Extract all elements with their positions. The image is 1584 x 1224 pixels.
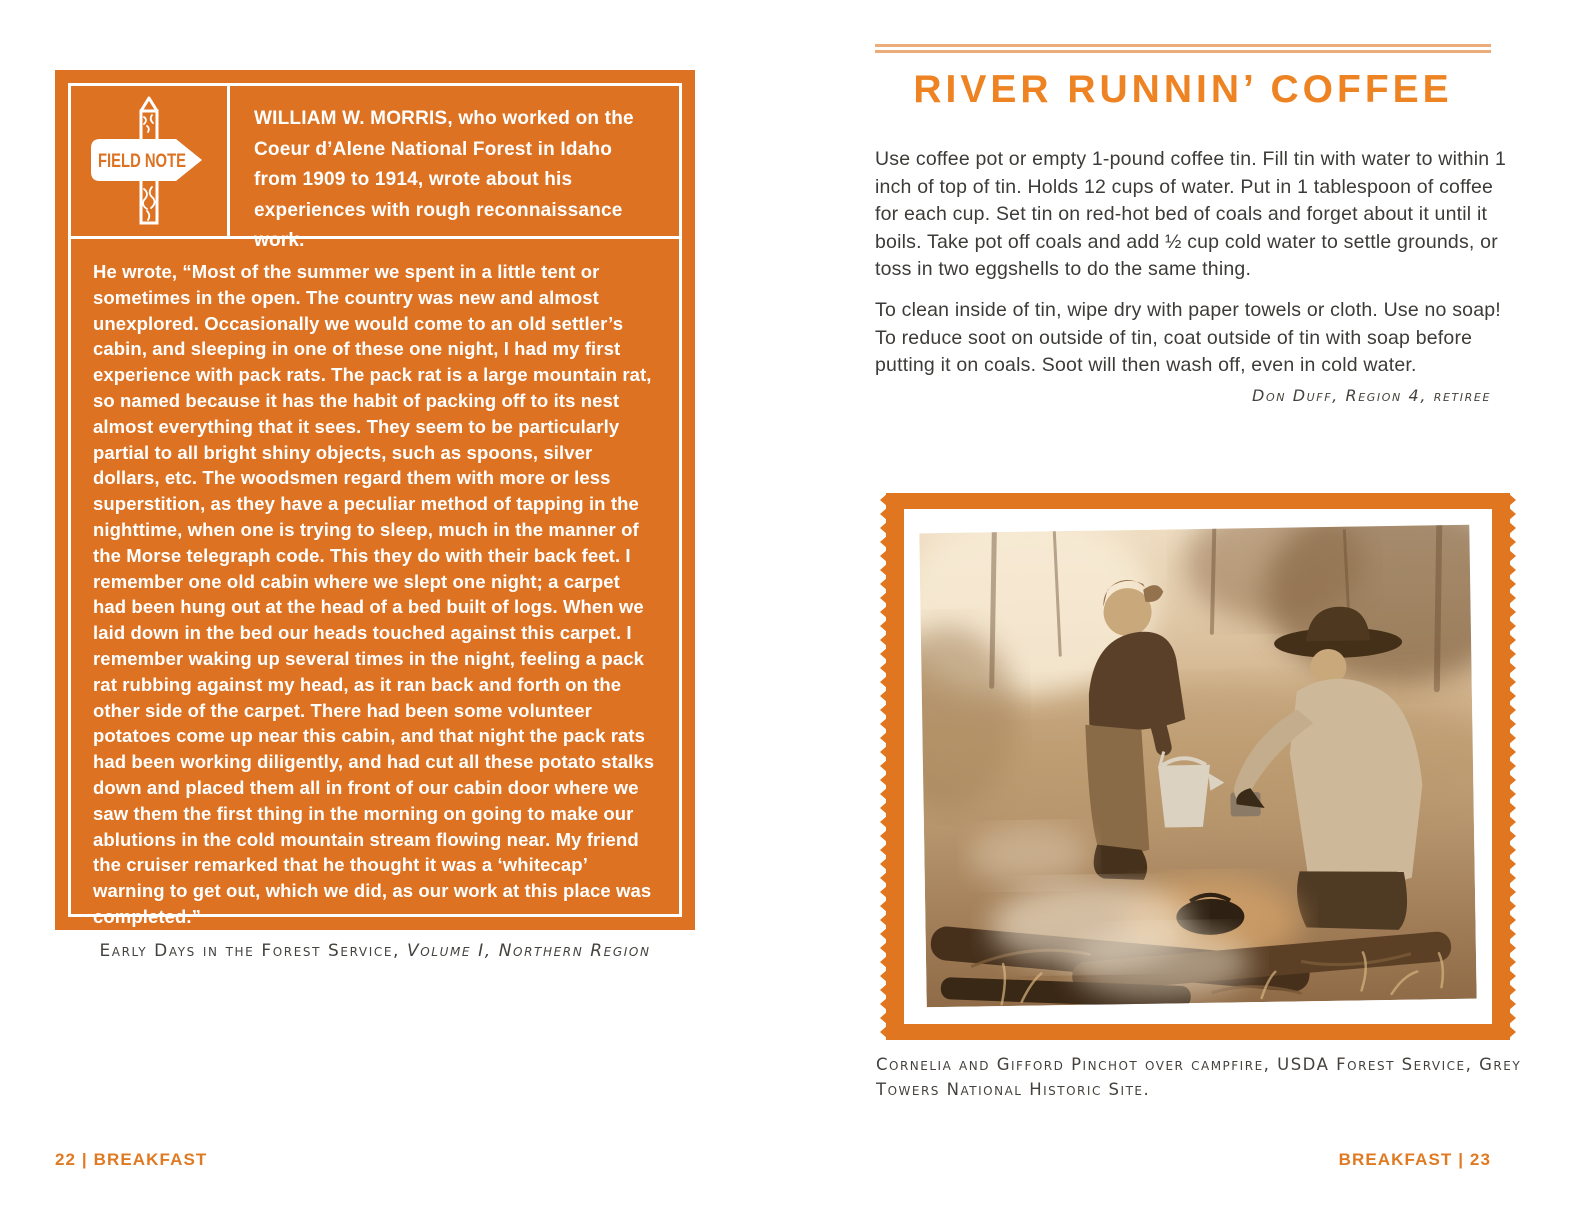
field-note-inner-border	[68, 83, 682, 927]
field-note-icon-cell	[71, 86, 230, 236]
source-caption-title: Early Days in the Forest Service,	[99, 941, 408, 961]
campfire-photo-illustration	[878, 493, 1518, 1040]
campfire-photo-frame	[878, 493, 1518, 1040]
page-footer-right: BREAKFAST | 23	[1338, 1150, 1491, 1169]
field-note-body: He wrote, “Most of the summer we spent in a little tent or sometimes in the open. The country was new and almost unexplored. Occasionally we would come to an old settler’s cabin, and sleeping in one of these one night, I had my first experience with pack rats. The pack rat is a large mountain rat, so named because it has the habit of packing off to its nest almost everything that it sees. They seem to be particularly partial to all bright shiny objects, such as spoons, silver dollars, etc. The woodsmen regard them with more or less superstition, as they have a peculiar method of tapping in the nighttime, when one is trying to sleep, much in the manner of the Morse telegraph code. This they do with their back feet. I remember one old cabin where we slept one night; a carpet had been hung out at the head of a bed built of logs. When we laid down in the bed our heads touched against this carpet. I remember waking up several times in the night, feeling a pack rat rubbing against my head, as it ran back and forth on the other side of the carpet. There had been some volunteer potatoes come up near this cabin, and that night the pack rats had been working diligently, and had cut all these potato stalks down and placed them all in front of our cabin door where we saw them the first thing in the morning on going to make our ablutions in the cold mountain stream flowing near. My friend the cruiser remarked that he thought it was a ‘whitecap’ warning to get out, which we did, as our work at this place was completed.”	[93, 261, 655, 927]
photo-caption: Cornelia and Gifford Pinchot over campfire, USDA Forest Service, Grey Towers National Historic Site.	[876, 1055, 1522, 1099]
page-footer-left: 22 | BREAKFAST	[55, 1150, 208, 1169]
double-rule-divider	[875, 44, 1491, 53]
recipe-title: RIVER RUNNIN’ COFFEE	[913, 68, 1453, 111]
field-note-signpost-icon	[86, 95, 212, 227]
source-caption-volume: Volume I, Northern Region	[407, 941, 651, 961]
recipe-paragraph-2: To clean inside of tin, wipe dry with paper towels or cloth. Use no soap! To reduce soot on outside of tin, coat outside of tin with soap before putting it on coals. Soot will then wash off, even in cold water.	[875, 299, 1501, 376]
source-caption	[55, 941, 695, 961]
recipe-paragraph-1: Use coffee pot or empty 1-pound coffee tin. Fill tin with water to within 1 inch of top of tin. Holds 12 cups of water. Put in 1 tablespoon of coffee for each cup. Set tin on red-hot bed of coals and forget about it until it boils. Take pot off coals and add ½ cup cold water to settle grounds, or toss in two eggshells to do the same thing.	[875, 148, 1507, 280]
field-note-intro: WILLIAM W. MORRIS, who worked on the Coeur d’Alene National Forest in Idaho from 1909 to 1914, wrote about his experiences with rough reconnaissance work.	[254, 108, 634, 251]
field-note-box	[55, 70, 695, 930]
field-note-header	[71, 86, 679, 251]
field-note-sign-label: FIELD NOTE	[98, 151, 186, 172]
recipe-attribution: Don Duff, Region 4, retiree	[1252, 386, 1491, 405]
